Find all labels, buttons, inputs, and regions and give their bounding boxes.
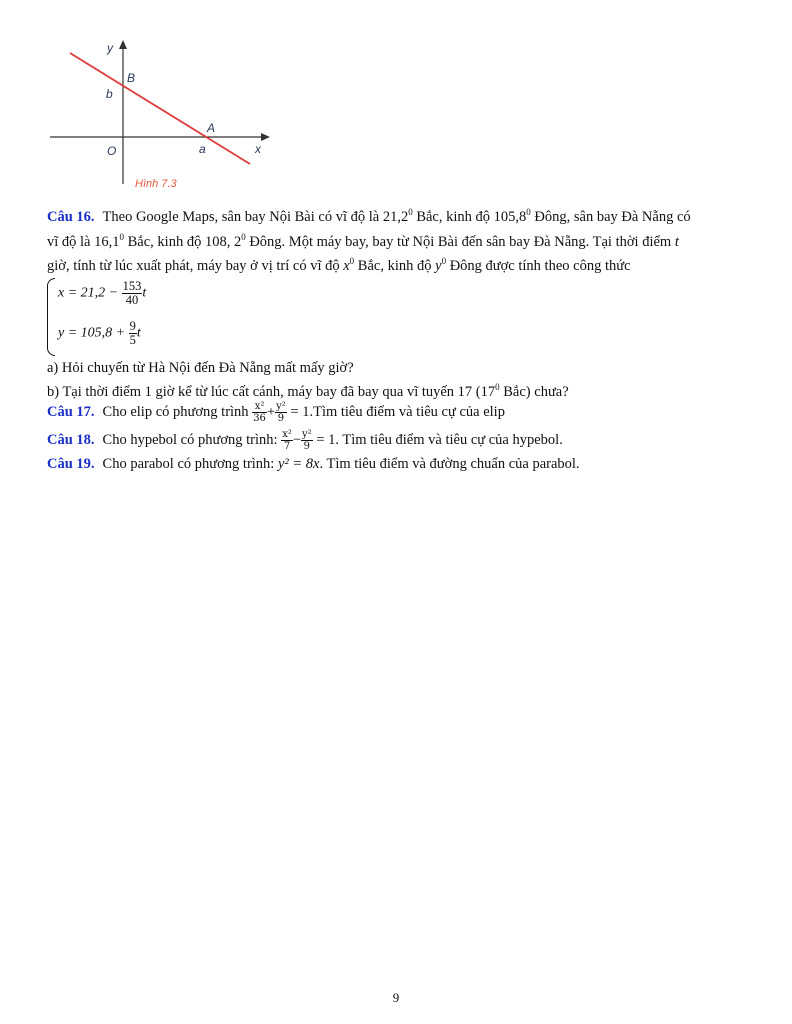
q16-label: Câu 16.	[47, 209, 95, 225]
label-a: a	[199, 142, 206, 156]
fraction-y2-9: $\frac{\text{y²}}{9}$	[276, 401, 286, 424]
q16-part-a: a) Hỏi chuyến từ Hà Nội đến Đà Nẵng mất mấy giờ?	[47, 360, 354, 376]
label-b: b	[106, 87, 113, 101]
figure-caption: Hình 7.3	[135, 178, 177, 190]
fraction-9-5: $\frac{9}{5}$	[129, 319, 136, 347]
label-O: O	[107, 144, 117, 158]
label-x: x	[255, 142, 261, 156]
fraction-x2-36: $\frac{\text{x²}}{36}$	[253, 401, 266, 424]
q16-part-b: b) Tại thời điểm 1 giờ kể từ lúc cất cánh, máy bay đã bay qua vĩ tuyến 17 ($17^0$ Bắc) chưa?	[47, 382, 569, 400]
q18-line: Câu 18. Cho hypebol có phương trình: $\frac{\text{x²}}{7}$ − $\frac{\text{y²}}{9}$ = 1. Tìm tiêu điểm và tiêu cự của hypebol.	[47, 429, 563, 452]
label-y: y	[107, 41, 113, 55]
q19-label: Câu 19.	[47, 456, 95, 472]
q16-line-2: vĩ độ là 16,1$^0$ Bắc, kinh độ 108, $2^0$ Đông. Một máy bay, bay từ Nội Bài đến sân bay Đà Nẵng. Tại thời điểm t	[47, 232, 679, 250]
label-A: A	[207, 121, 216, 135]
q19-line: Câu 19. Cho parabol có phương trình: y² = 8x. Tìm tiêu điểm và đường chuẩn của parabol.	[47, 456, 580, 472]
x-axis-arrow	[261, 133, 270, 141]
q16-line-3: giờ, tính từ lúc xuất phát, máy bay ở vị trí có vĩ độ $x^0$ Bắc, kinh độ $y^0$ Đông được tính theo công thức	[47, 256, 631, 274]
page-number: 9	[392, 990, 400, 1005]
fraction-y2-9: $\frac{\text{y²}}{9}$	[302, 429, 312, 452]
system-equation-y: y = 105,8 + $\frac{9}{5}$ t	[58, 319, 141, 347]
label-B: B	[127, 71, 136, 85]
y-axis-arrow	[119, 40, 127, 49]
q17-label: Câu 17.	[47, 403, 95, 420]
fraction-x2-7: $\frac{\text{x²}}{7}$	[282, 429, 292, 452]
figure-7-3	[45, 36, 280, 198]
q16-line-1: Câu 16. Theo Google Maps, sân bay Nội Bài có vĩ độ là 21,2$^0$ Bắc, kinh độ 105,8$^0$ Đông, sân bay Đà Nẵng có	[47, 207, 691, 225]
red-line	[70, 53, 250, 164]
fraction-153-40: $\frac{153}{40}$	[122, 279, 142, 307]
system-brace	[47, 278, 55, 356]
q18-label: Câu 18.	[47, 431, 95, 448]
line-graph	[45, 36, 280, 198]
q17-line: Câu 17. Cho elip có phương trình $\frac{\text{x²}}{36}$ + $\frac{\text{y²}}{9}$ = 1.Tìm tiêu điểm và tiêu cự của elip	[47, 401, 505, 424]
parabol-equation: y² = 8x	[277, 456, 320, 472]
system-equation-x: x = 21,2 − $\frac{153}{40}$ t	[58, 279, 147, 307]
